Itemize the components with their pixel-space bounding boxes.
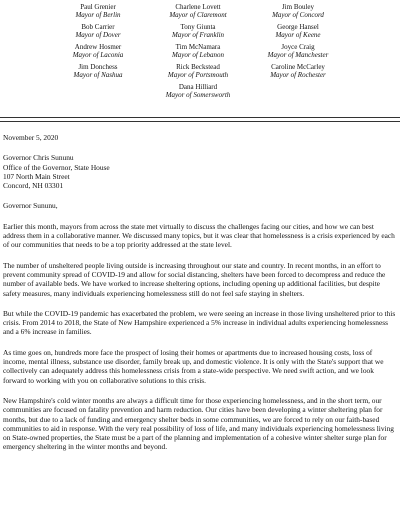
- mayor-title: Mayor of Lebanon: [171, 51, 225, 59]
- mayor-name: Tim McNamara: [175, 43, 221, 51]
- header-divider-line: [0, 121, 400, 122]
- mayor-entry: [148, 43, 248, 59]
- mayor-title: Mayor of Laconia: [72, 51, 124, 59]
- letter-paragraph: New Hampshire's cold winter months are always a difficult time for those experiencing homelessness, and in the short term, our communities are focused on fatality prevention and harm reduction. Our cities have been developing a winter sheltering plan for months, but due to a lack of funding and emergency shelter beds in some communities, we are forced to rely on our faith-based communities to aid in response. With the very real possibility of loss of life, and many individuals experiencing homelessness living on State-owned properties, the State must be a part of the planning and implementation of a cohesive winter shelter surge plan for emergency sheltering in the winter months and beyond.: [3, 395, 394, 452]
- address-line: Concord, NH 03301: [3, 181, 64, 191]
- mayor-title: Mayor of Berlin: [75, 11, 121, 19]
- mayor-name: Jim Bouley: [281, 3, 315, 11]
- letter-paragraph: Earlier this month, mayors from across the state met virtually to discuss the challenges facing our cities, and how we can best address them in a collaborative manner. We discussed many topics, but it was clear that homelessness is a crisis experienced by each of our communities that needs to be a top priority addressed at the state level.: [3, 221, 395, 250]
- mayor-name: Andrew Hosmer: [74, 43, 122, 51]
- mayor-title: Mayor of Manchester: [267, 51, 329, 59]
- mayor-entry: [248, 43, 348, 59]
- letter-body: [3, 133, 397, 463]
- mayor-title: Mayor of Claremont: [169, 11, 227, 19]
- address-line: Office of the Governor, State House: [3, 162, 110, 172]
- mayor-name: Paul Grenier: [80, 3, 116, 11]
- mayor-entry: [148, 63, 248, 79]
- mayor-entry: [248, 63, 348, 79]
- mayor-entry: [48, 23, 148, 39]
- mayor-entry: [48, 43, 148, 59]
- mayor-name: Caroline McCarley: [271, 63, 325, 71]
- mayor-title: Mayor of Dover: [75, 31, 121, 39]
- letter-paragraph: The number of unsheltered people living outside is increasing throughout our state and country. In recent months, in an effort to prevent community spread of COVID-19 and allow for social distancing, shelters have been forced to decompress and reduce the number of available beds. We have worked to increase sheltering options, including opening up additional facilities, but despite safety measures, many individuals experiencing homelessness still do not feel safe staying in shelters.: [3, 260, 386, 298]
- mayor-entry: [148, 83, 248, 99]
- mayor-title: Mayor of Nashua: [73, 71, 123, 79]
- address-line: 107 North Main Street: [3, 171, 70, 181]
- mayor-entry: [248, 23, 348, 39]
- mayor-title: Mayor of Portsmouth: [167, 71, 229, 79]
- letter-date: November 5, 2020: [3, 133, 59, 142]
- mayor-name: Rick Beckstead: [176, 63, 220, 71]
- mayor-name: George Hansel: [277, 23, 319, 31]
- mayor-entry: [148, 23, 248, 39]
- mayor-title: Mayor of Concord: [272, 11, 324, 19]
- mayor-signatory-grid: [48, 3, 348, 99]
- mayor-name: Charlene Lovett: [175, 3, 221, 11]
- mayor-name: Tony Giunta: [180, 23, 216, 31]
- mayor-title: Mayor of Keene: [275, 31, 321, 39]
- letter-paragraph: As time goes on, hundreds more face the prospect of losing their homes or apartments due to increased housing costs, loss of income, mental illness, substance use disorder, family break up, and domestic violence. It is only with the State's support that we collectively can adequately address this homelessness crisis from a state-wide perspective. We need swift action, and we look forward to working with you on collaborative solutions to this crisis.: [3, 347, 384, 385]
- mayor-entry: [148, 3, 248, 19]
- letter-paragraph: But while the COVID-19 pandemic has exacerbated the problem, we were seeing an increase in those living unsheltered prior to this crisis. From 2014 to 2018, the State of New Hampshire experienced a 5% increase in individual adults experiencing homelessness and a 6% increase in families.: [3, 308, 396, 337]
- recipient-address: [3, 153, 397, 190]
- header-divider-line: [0, 117, 400, 118]
- mayor-title: Mayor of Franklin: [171, 31, 225, 39]
- address-line: Governor Chris Sununu: [3, 153, 74, 163]
- salutation: Governor Sununu,: [3, 201, 58, 211]
- mayor-title: Mayor of Somersworth: [165, 91, 231, 99]
- mayor-title: Mayor of Rochester: [270, 71, 326, 79]
- mayor-name: Joyce Craig: [281, 43, 315, 51]
- mayor-entry: [48, 63, 148, 79]
- mayor-name: Dana Hilliard: [178, 83, 218, 91]
- mayor-name: Bob Carrier: [81, 23, 115, 31]
- mayor-entry: [48, 3, 148, 19]
- mayor-entry: [248, 3, 348, 19]
- mayor-name: Jim Donchess: [78, 63, 118, 71]
